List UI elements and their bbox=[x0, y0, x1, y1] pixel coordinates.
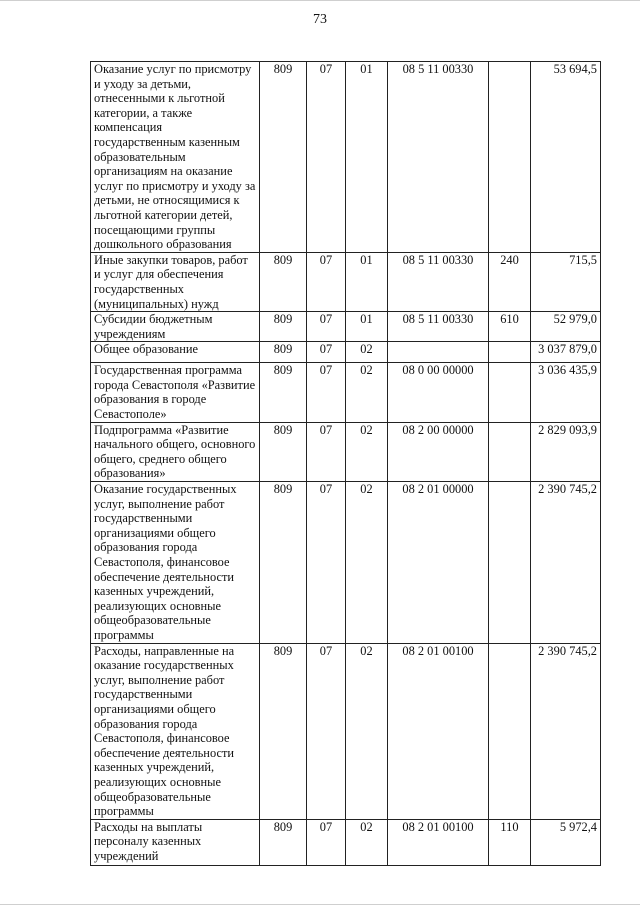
row-expense-type-cell bbox=[489, 62, 531, 253]
row-amount-cell: 53 694,5 bbox=[531, 62, 601, 253]
row-expense-type-cell: 110 bbox=[489, 819, 531, 865]
row-expense-type-cell: 240 bbox=[489, 252, 531, 311]
row-target-article-cell: 08 2 01 00000 bbox=[388, 482, 489, 644]
row-section-cell: 07 bbox=[307, 482, 346, 644]
row-expense-type-cell bbox=[489, 643, 531, 819]
row-amount-cell: 2 829 093,9 bbox=[531, 422, 601, 481]
row-amount-cell: 2 390 745,2 bbox=[531, 482, 601, 644]
row-expense-type-cell bbox=[489, 482, 531, 644]
row-section-cell: 07 bbox=[307, 422, 346, 481]
row-ved-cell: 809 bbox=[260, 363, 307, 422]
row-expense-type-cell: 610 bbox=[489, 312, 531, 342]
row-subsection-cell: 01 bbox=[346, 62, 388, 253]
table-row bbox=[91, 312, 601, 342]
row-name-cell: Субсидии бюджетным учреждениям bbox=[91, 312, 260, 342]
row-ved-cell: 809 bbox=[260, 252, 307, 311]
table-row bbox=[91, 422, 601, 481]
table-row bbox=[91, 482, 601, 644]
row-subsection-cell: 02 bbox=[346, 363, 388, 422]
row-subsection-cell: 02 bbox=[346, 819, 388, 865]
table-row bbox=[91, 363, 601, 422]
row-amount-cell: 715,5 bbox=[531, 252, 601, 311]
row-ved-cell: 809 bbox=[260, 422, 307, 481]
row-ved-cell: 809 bbox=[260, 819, 307, 865]
table-row bbox=[91, 252, 601, 311]
row-subsection-cell: 02 bbox=[346, 342, 388, 363]
row-target-article-cell: 08 2 01 00100 bbox=[388, 819, 489, 865]
row-expense-type-cell bbox=[489, 363, 531, 422]
row-target-article-cell: 08 5 11 00330 bbox=[388, 62, 489, 253]
row-section-cell: 07 bbox=[307, 819, 346, 865]
row-subsection-cell: 01 bbox=[346, 252, 388, 311]
row-name-cell: Оказание услуг по присмотру и уходу за детьми, отнесенными к льготной категории, а также компенсация государственным казенным образовательным организациям на оказание услуг по присмотру и уходу за детьми, не относящимися к льготной категории детей, посещающими группы дошкольного образования bbox=[91, 62, 260, 253]
row-amount-cell: 5 972,4 bbox=[531, 819, 601, 865]
row-name-cell: Расходы на выплаты персоналу казенных учреждений bbox=[91, 819, 260, 865]
page-number: 73 bbox=[313, 12, 327, 27]
scan-edge-mark-top bbox=[0, 0, 640, 1]
row-target-article-cell: 08 5 11 00330 bbox=[388, 312, 489, 342]
row-amount-cell: 3 037 879,0 bbox=[531, 342, 601, 363]
row-ved-cell: 809 bbox=[260, 342, 307, 363]
budget-table bbox=[90, 61, 601, 866]
row-ved-cell: 809 bbox=[260, 312, 307, 342]
row-section-cell: 07 bbox=[307, 363, 346, 422]
row-section-cell: 07 bbox=[307, 643, 346, 819]
row-target-article-cell: 08 2 00 00000 bbox=[388, 422, 489, 481]
row-amount-cell: 2 390 745,2 bbox=[531, 643, 601, 819]
row-target-article-cell: 08 2 01 00100 bbox=[388, 643, 489, 819]
row-ved-cell: 809 bbox=[260, 482, 307, 644]
row-subsection-cell: 02 bbox=[346, 422, 388, 481]
row-name-cell: Государственная программа города Севастополя «Развитие образования в городе Севастополе» bbox=[91, 363, 260, 422]
table-row bbox=[91, 62, 601, 253]
row-ved-cell: 809 bbox=[260, 62, 307, 253]
row-target-article-cell: 08 5 11 00330 bbox=[388, 252, 489, 311]
row-name-cell: Подпрограмма «Развитие начального общего, основного общего, среднего общего образования» bbox=[91, 422, 260, 481]
row-subsection-cell: 01 bbox=[346, 312, 388, 342]
row-subsection-cell: 02 bbox=[346, 482, 388, 644]
row-expense-type-cell bbox=[489, 342, 531, 363]
row-target-article-cell: 08 0 00 00000 bbox=[388, 363, 489, 422]
table-row bbox=[91, 342, 601, 363]
table-row bbox=[91, 819, 601, 865]
row-expense-type-cell bbox=[489, 422, 531, 481]
table-body bbox=[91, 62, 601, 866]
row-amount-cell: 3 036 435,9 bbox=[531, 363, 601, 422]
row-ved-cell: 809 bbox=[260, 643, 307, 819]
row-target-article-cell bbox=[388, 342, 489, 363]
row-section-cell: 07 bbox=[307, 312, 346, 342]
row-name-cell: Расходы, направленные на оказание государственных услуг, выполнение работ государственными организациями общего образования города Севастополя, финансовое обеспечение деятельности казенных учреждений, реализующих основные общеобразовательные программы bbox=[91, 643, 260, 819]
row-name-cell: Иные закупки товаров, работ и услуг для обеспечения государственных (муниципальных) нужд bbox=[91, 252, 260, 311]
row-subsection-cell: 02 bbox=[346, 643, 388, 819]
row-name-cell: Оказание государственных услуг, выполнение работ государственными организациями общего образования города Севастополя, финансовое обеспечение деятельности казенных учреждений, реализующих основные общеобразовательные программы bbox=[91, 482, 260, 644]
row-amount-cell: 52 979,0 bbox=[531, 312, 601, 342]
row-section-cell: 07 bbox=[307, 342, 346, 363]
row-name-cell: Общее образование bbox=[91, 342, 260, 363]
row-section-cell: 07 bbox=[307, 62, 346, 253]
table-row bbox=[91, 643, 601, 819]
row-section-cell: 07 bbox=[307, 252, 346, 311]
